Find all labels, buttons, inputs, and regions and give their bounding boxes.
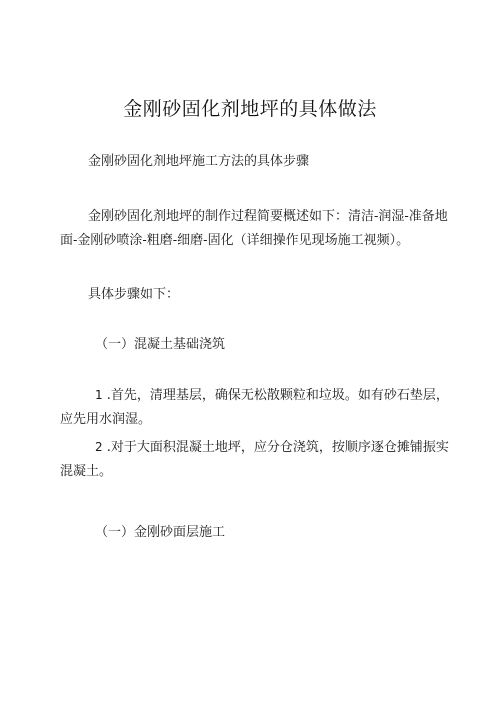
overview-paragraph — [60, 205, 448, 253]
overview-line-2: 面-金刚砂喷涂-粗磨-细磨-固化（详细操作见现场施工视频）。 — [60, 233, 410, 248]
step-2-line-1: .对于大面积混凝土地坪，应分仓浇筑，按顺序逐仓摊铺振实 — [106, 440, 449, 455]
step-1-line-1: .首先，清理基层，确保无松散颗粒和垃圾。如有砂石垫层， — [106, 388, 449, 403]
steps-intro: 具体步骤如下： — [88, 287, 180, 302]
step-2-line-2: 混凝土。 — [60, 464, 113, 479]
step-1-number: 1 — [95, 388, 103, 402]
section-heading-surface: （一）金刚砂面层施工 — [95, 525, 226, 540]
page-title: 金刚砂固化剂地坪的具体做法 — [123, 98, 377, 120]
step-2 — [60, 435, 449, 484]
step-1-line-2: 应先用水润湿。 — [60, 412, 152, 427]
section-heading-concrete: （一）混凝土基础浇筑 — [95, 337, 226, 352]
step-1 — [60, 383, 449, 432]
overview-line-1: 金刚砂固化剂地坪的制作过程简要概述如下：清洁-润湿-准备地 — [88, 209, 448, 224]
step-2-number: 2 — [95, 440, 103, 454]
subtitle: 金刚砂固化剂地坪施工方法的具体步骤 — [88, 154, 310, 169]
